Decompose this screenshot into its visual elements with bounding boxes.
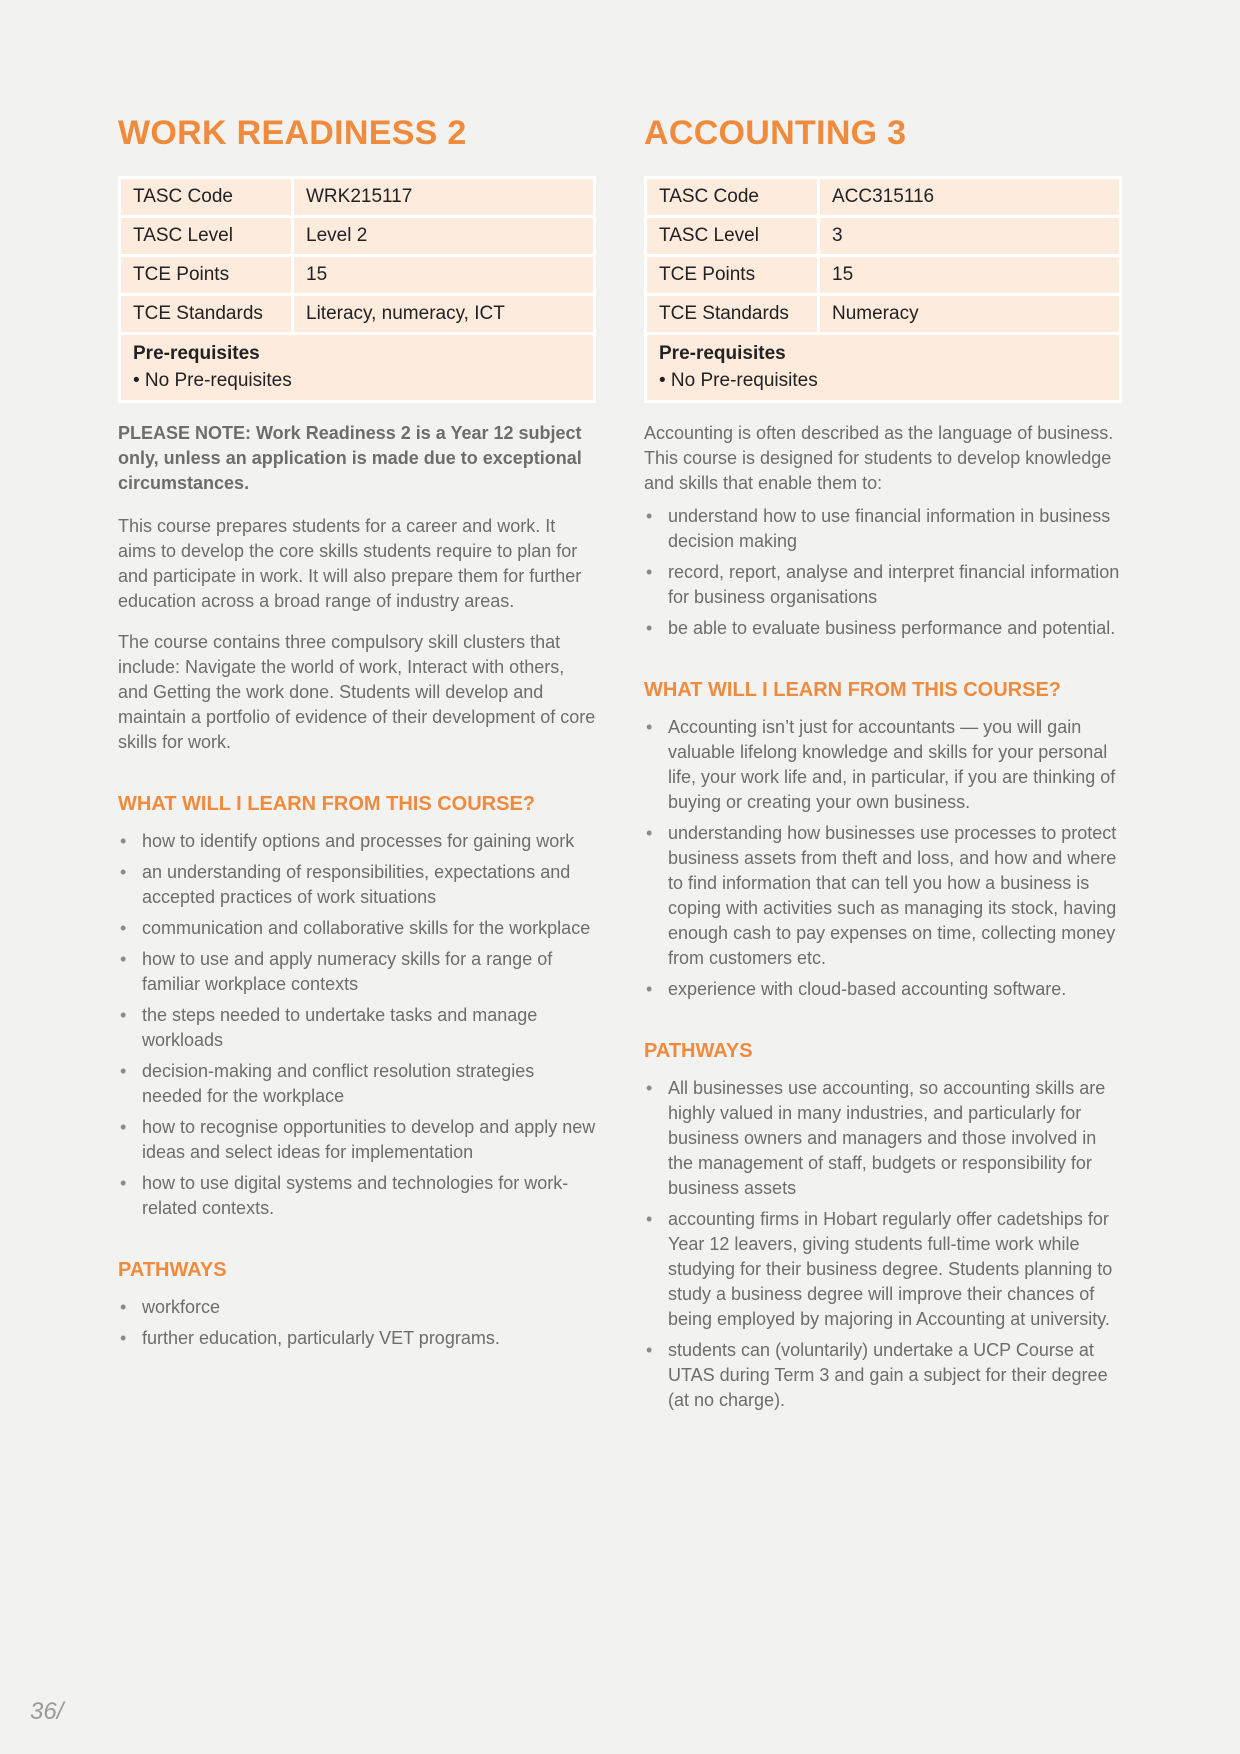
info-row-tce-standards (121, 296, 593, 335)
info-label: TCE Standards (121, 296, 294, 332)
pathways-list (644, 1076, 1122, 1413)
info-value: Literacy, numeracy, ICT (306, 303, 505, 324)
info-label: TASC Code (647, 179, 820, 215)
please-note: PLEASE NOTE: Work Readiness 2 is a Year 12 subject only, unless an application is made due to exceptional circumstances. (118, 423, 582, 493)
intro-list (644, 504, 1122, 641)
list-item: • record, report, analyse and interpret financial information for business organisations (644, 560, 1122, 610)
list-item: • how to identify options and processes for gaining work (118, 829, 596, 854)
prerequisites-block (121, 335, 593, 400)
info-value: 15 (832, 264, 854, 285)
info-row-tce-points (121, 257, 593, 296)
learn-heading: WHAT WILL I LEARN FROM THIS COURSE? (644, 679, 1062, 701)
learn-heading: WHAT WILL I LEARN FROM THIS COURSE? (118, 793, 536, 815)
description-paragraph: This course prepares students for a career and work. It aims to develop the core skills students require to plan for and participate in work. It will also prepare them for further education across a broad range of industry areas. (118, 516, 582, 611)
info-value: Level 2 (306, 225, 368, 246)
list-item: • decision-making and conflict resolution strategies needed for the workplace (118, 1059, 596, 1109)
list-item: • the steps needed to undertake tasks and manage workloads (118, 1003, 596, 1053)
list-item: • how to recognise opportunities to develop and apply new ideas and select ideas for implementation (118, 1115, 596, 1165)
info-value: ACC315116 (832, 186, 935, 207)
info-value: WRK215117 (306, 186, 413, 207)
description-paragraph: The course contains three compulsory skill clusters that include: Navigate the world of work, Interact with others, and Getting the work done. Students will develop and maintain a portfolio of evidence of their development of core skills for work. (118, 632, 596, 752)
info-label: TASC Level (647, 218, 820, 254)
course-info-table (644, 176, 1122, 403)
prerequisites-item: • No Pre-requisites (659, 370, 818, 391)
page-number: 36/ (30, 1698, 64, 1725)
learn-list (644, 715, 1122, 1002)
info-value: 15 (306, 264, 328, 285)
course-work-readiness-2 (118, 110, 596, 1357)
info-value: 3 (832, 225, 843, 246)
list-item: • All businesses use accounting, so accounting skills are highly valued in many industries, and particularly for business owners and managers and those involved in the management of staff, budgets or responsibility for business assets (644, 1076, 1122, 1201)
list-item: • experience with cloud-based accounting software. (644, 977, 1122, 1002)
list-item: • communication and collaborative skills for the workplace (118, 916, 596, 941)
info-row-tce-points (647, 257, 1119, 296)
info-row-tasc-code (121, 179, 593, 218)
info-label: TASC Code (121, 179, 294, 215)
list-item: • workforce (118, 1295, 596, 1320)
list-item: • be able to evaluate business performance and potential. (644, 616, 1122, 641)
intro-paragraph: Accounting is often described as the language of business. This course is designed for students to develop knowledge and skills that enable them to: (644, 423, 1114, 493)
list-item: • how to use and apply numeracy skills for a range of familiar workplace contexts (118, 947, 596, 997)
list-item: • accounting firms in Hobart regularly offer cadetships for Year 12 leavers, giving students full-time work while studying for their business degree. Students planning to study a business degree will improve their chances of being employed by majoring in Accounting at university. (644, 1207, 1122, 1332)
course-title: WORK READINESS 2 (118, 114, 467, 152)
list-item: • further education, particularly VET programs. (118, 1326, 596, 1351)
prerequisites-block (647, 335, 1119, 400)
prerequisites-heading: Pre-requisites (133, 343, 260, 364)
info-label: TASC Level (121, 218, 294, 254)
info-row-tasc-level (647, 218, 1119, 257)
list-item: • an understanding of responsibilities, expectations and accepted practices of work situations (118, 860, 596, 910)
course-title: ACCOUNTING 3 (644, 114, 907, 152)
info-value: Numeracy (832, 303, 919, 324)
list-item: • understand how to use financial information in business decision making (644, 504, 1122, 554)
list-item: • understanding how businesses use processes to protect business assets from theft and loss, and how and where to find information that can tell you how a business is coping with activities such as managing its stock, having enough cash to pay expenses on time, collecting money from customers etc. (644, 821, 1122, 971)
pathways-list (118, 1295, 596, 1351)
pathways-heading: PATHWAYS (644, 1040, 753, 1062)
learn-list (118, 829, 596, 1221)
info-label: TCE Standards (647, 296, 820, 332)
list-item: • students can (voluntarily) undertake a UCP Course at UTAS during Term 3 and gain a subject for their degree (at no charge). (644, 1338, 1122, 1413)
info-label: TCE Points (121, 257, 294, 293)
info-row-tasc-code (647, 179, 1119, 218)
course-info-table (118, 176, 596, 403)
prerequisites-item: • No Pre-requisites (133, 370, 292, 391)
course-accounting-3 (644, 110, 1122, 1419)
info-row-tasc-level (121, 218, 593, 257)
prerequisites-heading: Pre-requisites (659, 343, 786, 364)
info-row-tce-standards (647, 296, 1119, 335)
pathways-heading: PATHWAYS (118, 1259, 227, 1281)
info-label: TCE Points (647, 257, 820, 293)
list-item: • how to use digital systems and technologies for work-related contexts. (118, 1171, 596, 1221)
list-item: • Accounting isn’t just for accountants — you will gain valuable lifelong knowledge and skills for your personal life, your work life and, in particular, if you are thinking of buying or creating your own business. (644, 715, 1122, 815)
